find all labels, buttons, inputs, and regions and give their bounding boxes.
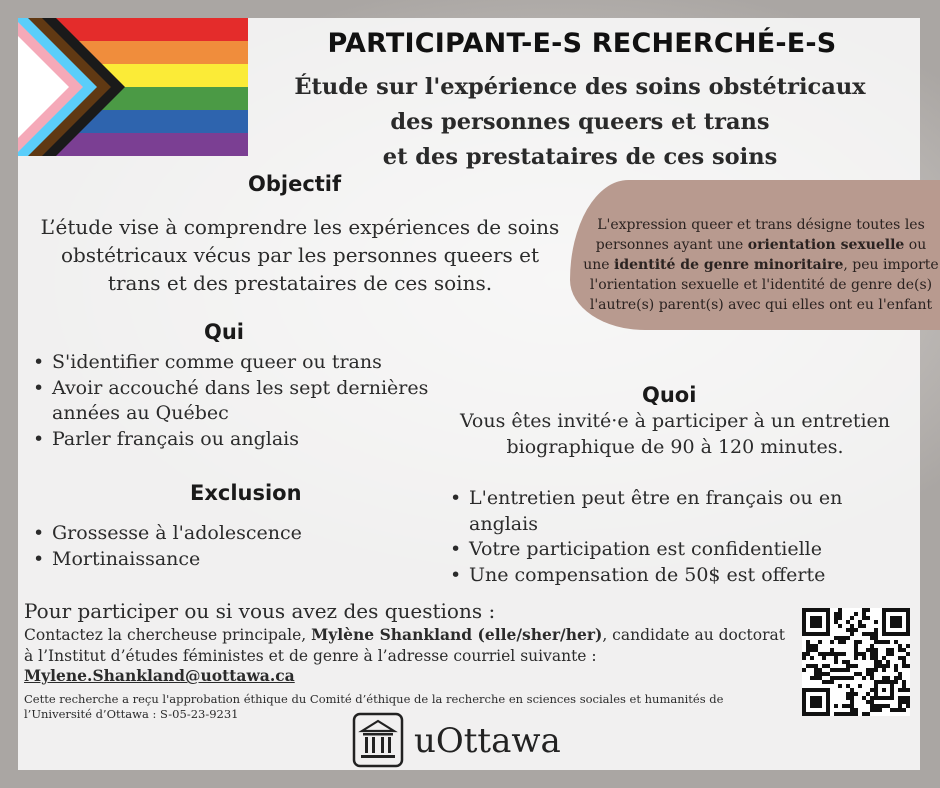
list-item: • Mortinaissance [30, 547, 430, 573]
objectif-line: L’étude vise à comprendre les expériences de soins [40, 215, 560, 239]
note-bold-text: identité de genre minoritaire [614, 257, 844, 273]
exclusion-list [30, 521, 430, 572]
objectif-line: trans et des prestataires de ces soins. [107, 271, 493, 295]
subtitle-line: Étude sur l'expérience des soins obstétricaux [294, 74, 866, 100]
qui-heading: Qui [204, 320, 245, 344]
note-text: ou [904, 237, 927, 253]
uottawa-crest-icon [352, 712, 404, 768]
objectif-text [20, 213, 580, 297]
subtitle-line: des personnes queers et trans [390, 109, 770, 135]
list-item: • Parler français ou anglais [30, 427, 450, 453]
email-link[interactable]: Mylene.Shankland@uottawa.ca [24, 666, 295, 685]
list-item-continuation: années au Québec [52, 402, 229, 424]
qr-code[interactable] [802, 608, 910, 716]
qui-list [30, 350, 450, 452]
contact-line [24, 625, 804, 646]
note-text: , peu importe [843, 257, 939, 273]
researcher-name: Mylène Shankland (elle/sher/her) [311, 625, 603, 644]
note-line: l'autre(s) parent(s) avec qui elles ont eu l'enfant [589, 297, 933, 313]
subtitle-line: et des prestataires de ces soins [382, 144, 778, 170]
note-line [582, 255, 940, 275]
list-item: • Grossesse à l'adolescence [30, 521, 430, 547]
objectif-line: obstétricaux vécus par les personnes queers et [60, 243, 540, 267]
contact-text-part: , candidate au doctorat [602, 626, 785, 644]
quoi-heading: Quoi [642, 383, 697, 407]
objectif-heading: Objectif [248, 172, 342, 196]
note-text: personnes ayant une [595, 237, 748, 253]
progress-pride-flag-icon [18, 18, 248, 156]
note-line: l'orientation sexuelle et l'identité de genre de(s) [589, 277, 933, 293]
note-line: L'expression queer et trans désigne toutes les [597, 217, 925, 233]
quoi-line: Vous êtes invité·e à participer à un entretien [459, 410, 891, 432]
page-subtitle [250, 70, 910, 175]
list-item: • S'identifier comme queer ou trans [30, 350, 450, 376]
quoi-list [447, 486, 917, 588]
quoi-line: biographique de 90 à 120 minutes. [506, 435, 844, 458]
ethics-line: l’Université d’Ottawa : S-05-23-9231 [24, 707, 239, 721]
list-item: • Une compensation de 50$ est offerte [447, 563, 917, 589]
exclusion-heading: Exclusion [190, 481, 302, 505]
note-line [582, 235, 940, 255]
note-bold-text: orientation sexuelle [747, 237, 905, 253]
contact-text [24, 625, 804, 687]
contact-text-part: Contactez la chercheuse principale, [24, 626, 312, 644]
contact-heading: Pour participer ou si vous avez des questions : [24, 599, 496, 623]
uottawa-logo-text: uOttawa [414, 721, 561, 761]
definition-note-text [582, 215, 940, 315]
page-title: PARTICIPANT-E-S RECHERCHÉ-E-S [327, 28, 837, 59]
quoi-text [440, 409, 910, 460]
note-text: une [583, 257, 615, 273]
ethics-line: Cette recherche a reçu l'approbation éthique du Comité d’éthique de la recherche en sciences sociales et humanités de [24, 692, 724, 706]
contact-line: à l’Institut d’études féministes et de genre à l’adresse courriel suivante : [24, 646, 597, 665]
list-item: • Avoir accouché dans les sept dernières [30, 376, 450, 402]
list-item: • Votre participation est confidentielle [447, 537, 917, 563]
list-item: • L'entretien peut être en français ou en anglais [447, 486, 917, 537]
ethics-statement [24, 692, 794, 722]
